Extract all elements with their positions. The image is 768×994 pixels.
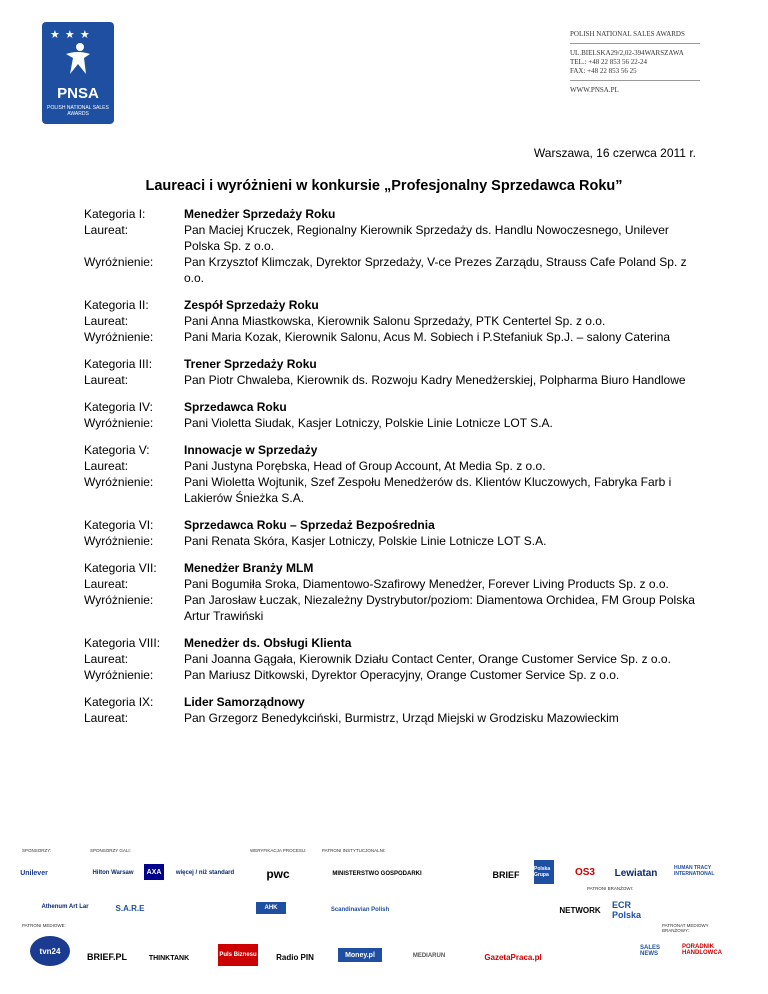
category-row <box>84 517 704 533</box>
award-recipient: Pani Violetta Siudak, Kasjer Lotniczy, Polskie Linie Lotnicze LOT S.A. <box>184 416 553 430</box>
letterhead-www: WWW.PNSA.PL <box>570 86 619 94</box>
category-block <box>84 356 704 388</box>
sponsors-footer <box>22 848 750 988</box>
row-label: Kategoria I: <box>84 207 146 221</box>
letterhead <box>570 30 700 95</box>
letterhead-address: UL.BIELSKA29/2,02-394WARSZAWA <box>570 49 684 57</box>
mediarun-logo: MEDIARUN <box>412 953 446 959</box>
stars-icon: ★ ★ ★ <box>50 29 91 41</box>
document-date: Warszawa, 16 czerwca 2011 r. <box>533 146 696 160</box>
category-row <box>84 313 704 329</box>
row-label: Kategoria IV: <box>84 400 153 414</box>
award-recipient: Pani Maria Kozak, Kierownik Salonu, Acus M. Sobiech i P.Stefaniuk Sp.J. – salony Caterina <box>184 330 671 344</box>
category-row <box>84 576 704 592</box>
row-label: Wyróżnienie: <box>84 668 154 682</box>
axa-logo: AXA <box>144 864 164 880</box>
divider <box>570 80 700 81</box>
category-name: Menedżer Branży MLM <box>184 561 314 575</box>
row-label: Kategoria III: <box>84 357 153 371</box>
category-row <box>84 667 704 683</box>
ministerstwo-logo: MINISTERSTWO GOSPODARKI <box>332 871 422 877</box>
label-patroni-inst: PATRONI INSTYTUCJONALNI: <box>322 848 386 853</box>
label-patroni-med: PATRONI MEDIOWE: <box>22 923 66 928</box>
poradnik-logo: PORADNIK HANDLOWCA <box>682 944 722 956</box>
category-row <box>84 297 704 313</box>
scandinavian-logo: Scandinavian Polish <box>330 907 390 913</box>
award-recipient: Pani Wioletta Wojtunik, Szef Zespołu Menedżerów ds. Klientów Kluczowych, Fabryka Farb i Lakierów Śnieżka S.A. <box>184 475 672 505</box>
category-block <box>84 297 704 345</box>
category-block <box>84 635 704 683</box>
award-recipient: Pan Jarosław Łuczak, Niezależny Dystrybutor/poziom: Diamentowa Orchidea, FM Group Polska Artur Trawiński <box>184 593 695 623</box>
category-name: Menedżer ds. Obsługi Klienta <box>184 636 352 650</box>
wiecej-logo: więcej / niż standard <box>175 870 235 876</box>
os3-logo: OS3 <box>574 866 595 878</box>
pnsa-logo <box>42 22 114 124</box>
category-block <box>84 206 704 286</box>
row-label: Wyróżnienie: <box>84 534 154 548</box>
row-label: Laureat: <box>84 373 129 387</box>
polska-logo: Polska Grupa <box>534 860 554 884</box>
pwc-logo: pwc <box>266 867 290 881</box>
category-row <box>84 356 704 372</box>
letterhead-org: POLISH NATIONAL SALES AWARDS <box>570 30 685 38</box>
category-name: Sprzedawca Roku <box>184 400 287 414</box>
row-label: Laureat: <box>84 652 129 666</box>
label-patronat-med: PATRONAT MEDIOWY BRANŻOWY: <box>662 923 709 933</box>
award-recipient: Pani Anna Miastkowska, Kierownik Salonu Sprzedaży, PTK Centertel Sp. z o.o. <box>184 314 606 328</box>
row-label: Laureat: <box>84 711 129 725</box>
row-label: Laureat: <box>84 459 129 473</box>
category-row <box>84 533 704 549</box>
athenum-logo: Athenum Art Lar <box>41 904 89 910</box>
label-weryfikacja: WERYFIKACJA PROCESU: <box>250 848 307 853</box>
category-row <box>84 592 704 624</box>
award-recipient: Pani Joanna Gągała, Kierownik Działu Contact Center, Orange Customer Service Sp. z o.o. <box>184 652 671 666</box>
briefpl-logo: BRIEF.PL <box>86 952 127 962</box>
category-row <box>84 442 704 458</box>
category-name: Lider Samorządnowy <box>184 695 305 709</box>
award-recipient: Pan Maciej Kruczek, Regionalny Kierownik Sprzedaży ds. Handlu Nowoczesnego, Unilever Polska Sp. z o.o. <box>184 223 669 253</box>
category-name: Menedżer Sprzedaży Roku <box>184 207 336 221</box>
document-title: Laureaci i wyróżnieni w konkursie „Profesjonalny Sprzedawca Roku” <box>145 178 623 194</box>
award-recipient: Pani Renata Skóra, Kasjer Lotniczy, Polskie Linie Lotnicze LOT S.A. <box>184 534 547 548</box>
logo-subtitle: POLISH NATIONAL SALES AWARDS <box>47 105 109 117</box>
divider <box>570 43 700 44</box>
award-recipient: Pani Justyna Porębska, Head of Group Account, At Media Sp. z o.o. <box>184 459 546 473</box>
row-label: Wyróżnienie: <box>84 593 154 607</box>
row-label: Wyróżnienie: <box>84 416 154 430</box>
category-row <box>84 458 704 474</box>
category-row <box>84 474 704 506</box>
sare-logo: S.A.R.E <box>115 903 145 913</box>
category-block <box>84 517 704 549</box>
categories-list <box>84 206 704 737</box>
row-label: Kategoria VIII: <box>84 636 161 650</box>
figure-icon <box>64 42 92 76</box>
category-block <box>84 442 704 506</box>
category-row <box>84 651 704 667</box>
row-label: Kategoria VII: <box>84 561 157 575</box>
row-label: Laureat: <box>84 314 129 328</box>
award-recipient: Pan Piotr Chwaleba, Kierownik ds. Rozwoju Kadry Menedżerskiej, Polpharma Biuro Handlowe <box>184 373 686 387</box>
award-recipient: Pan Krzysztof Klimczak, Dyrektor Sprzedaży, V-ce Prezes Zarządu, Strauss Cafe Poland Sp. z o.o. <box>184 255 687 285</box>
gazetapraca-logo: GazetaPraca.pl <box>484 952 542 962</box>
ecr-logo: ECR Polska <box>612 900 642 920</box>
row-label: Kategoria IX: <box>84 695 154 709</box>
category-block <box>84 560 704 624</box>
category-row <box>84 399 704 415</box>
category-name: Sprzedawca Roku – Sprzedaż Bezpośrednia <box>184 518 435 532</box>
row-label: Laureat: <box>84 577 129 591</box>
letterhead-fax: FAX: +48 22 853 56 25 <box>570 67 637 75</box>
category-row <box>84 222 704 254</box>
category-block <box>84 399 704 431</box>
row-label: Wyróżnienie: <box>84 475 154 489</box>
row-label: Kategoria V: <box>84 443 150 457</box>
label-sponsorzy: SPONSORZY: <box>22 848 52 853</box>
category-row <box>84 329 704 345</box>
category-name: Innowacje w Sprzedaży <box>184 443 318 457</box>
category-row <box>84 635 704 651</box>
category-row <box>84 694 704 710</box>
award-recipient: Pan Grzegorz Benedykciński, Burmistrz, Urząd Miejski w Grodzisku Mazowieckim <box>184 711 619 725</box>
sales-logo: SALES NEWS <box>640 945 661 957</box>
human-logo: HUMAN TRACY INTERNATIONAL <box>674 865 715 877</box>
label-sponsorzy-gali: SPONSORZY GALI: <box>90 848 131 853</box>
radiopin-logo: Radio PIN <box>276 952 314 962</box>
lewiatan-logo: Lewiatan <box>614 867 658 879</box>
tvn24-logo: tvn24 <box>30 936 70 966</box>
category-name: Zespół Sprzedaży Roku <box>184 298 319 312</box>
award-recipient: Pan Mariusz Ditkowski, Dyrektor Operacyjny, Orange Customer Service Sp. z o.o. <box>184 668 620 682</box>
row-label: Kategoria VI: <box>84 518 154 532</box>
unilever-logo: Unilever <box>20 869 48 877</box>
row-label: Kategoria II: <box>84 298 149 312</box>
award-recipient: Pani Bogumiła Sroka, Diamentowo-Szafirowy Menedżer, Forever Living Products Sp. z o.o. <box>184 577 669 591</box>
brief-logo: BRIEF <box>492 870 520 880</box>
thinktank-logo: THINKTANK <box>148 954 190 962</box>
category-name: Trener Sprzedaży Roku <box>184 357 317 371</box>
puls-logo: Puls Biznesu <box>218 944 258 966</box>
row-label: Wyróżnienie: <box>84 255 154 269</box>
network-logo: NETWORK <box>559 905 601 915</box>
category-block <box>84 694 704 726</box>
hilton-logo: Hilton Warsaw <box>92 870 134 876</box>
category-row <box>84 710 704 726</box>
row-label: Laureat: <box>84 223 129 237</box>
money-logo: Money.pl <box>338 948 382 962</box>
category-row <box>84 372 704 388</box>
letterhead-tel: TEL.: +48 22 853 56 22-24 <box>570 58 648 66</box>
ahk-logo: AHK <box>256 902 286 914</box>
category-row <box>84 254 704 286</box>
row-label: Wyróżnienie: <box>84 330 154 344</box>
label-patroni-branz: PATRONI BRANŻOWI: <box>587 886 634 891</box>
category-row <box>84 560 704 576</box>
category-row <box>84 415 704 431</box>
logo-name: PNSA <box>57 85 99 102</box>
category-row <box>84 206 704 222</box>
